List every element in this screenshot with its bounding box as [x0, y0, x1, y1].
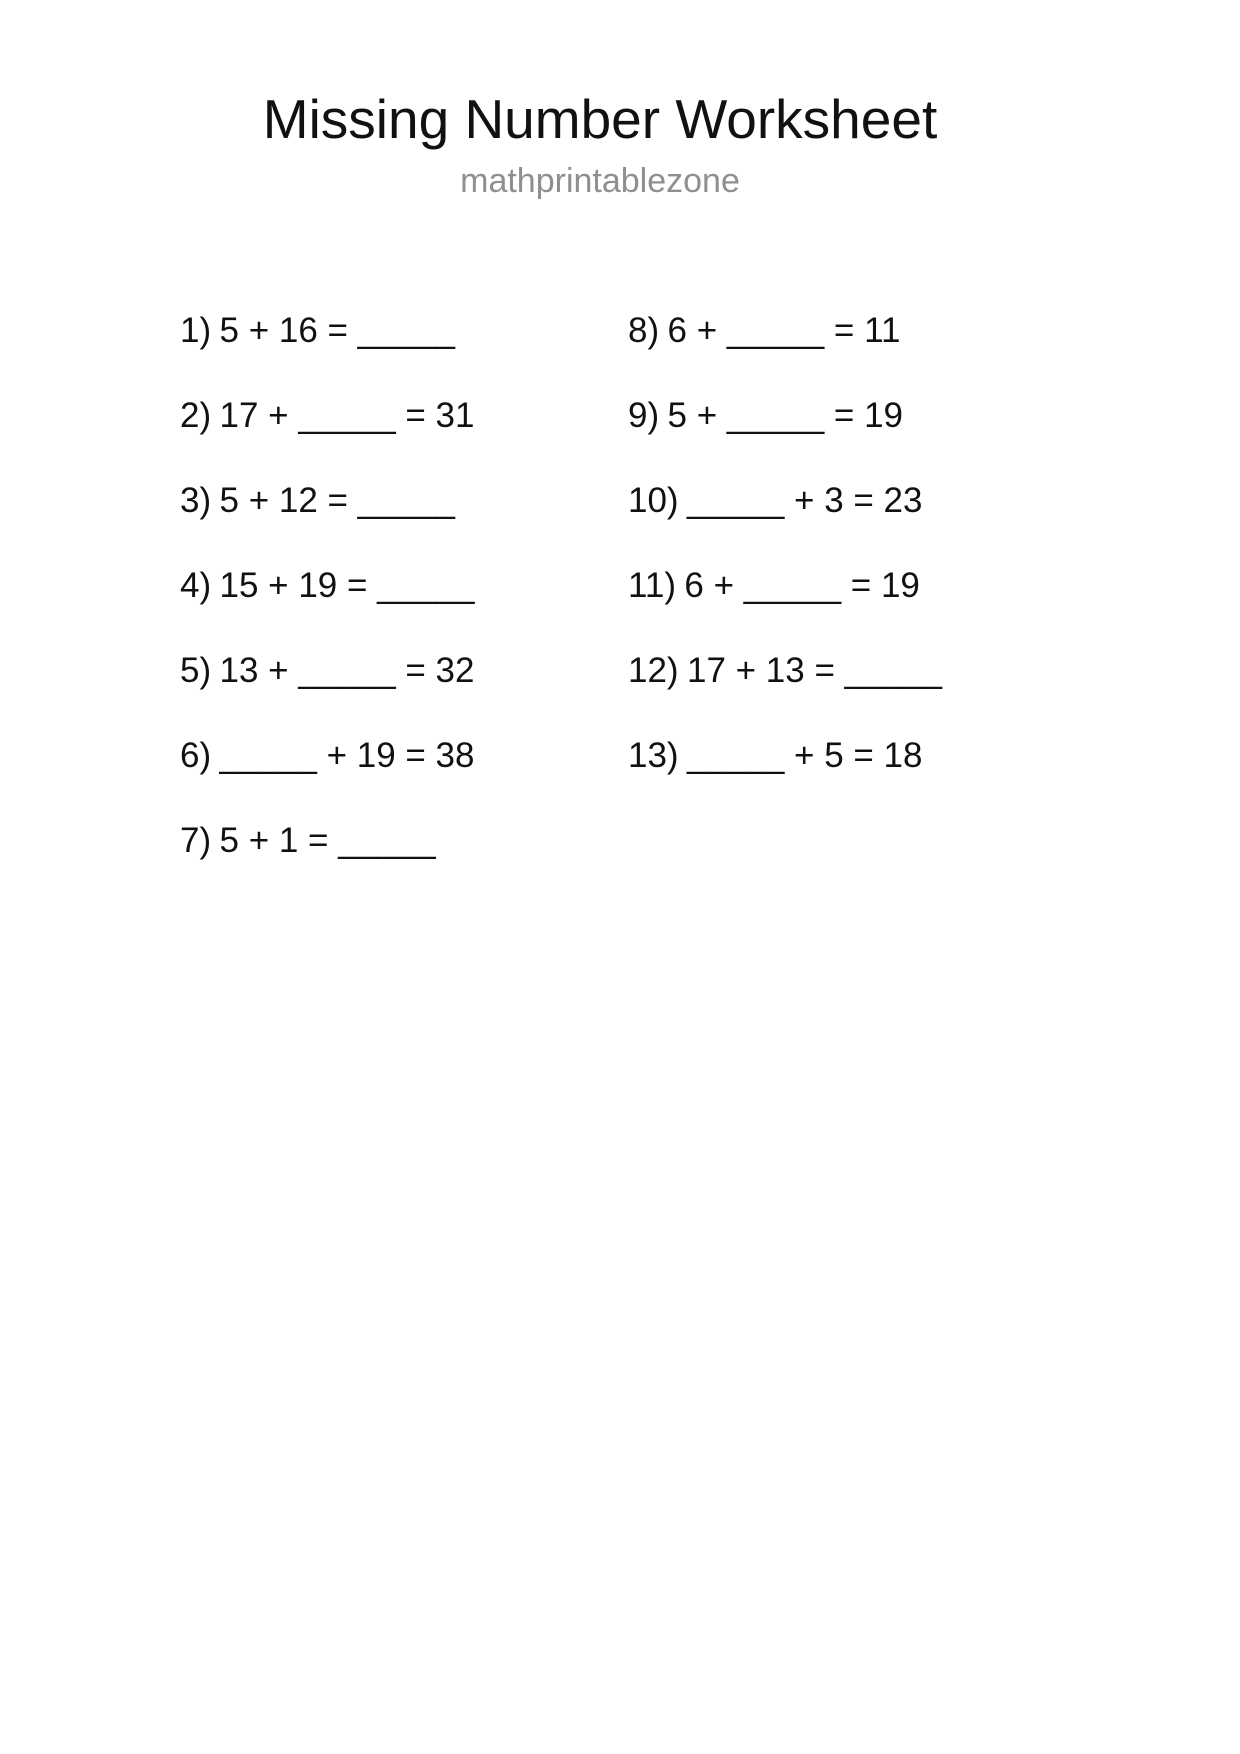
problem-equation: _____ + 19 = 38: [219, 736, 475, 775]
problem-equation: 5 + 1 = _____: [219, 821, 436, 860]
problem-6: [180, 737, 474, 775]
problem-number: 5): [180, 651, 212, 690]
problem-number: 7): [180, 821, 212, 860]
problem-number: 1): [180, 311, 212, 350]
problem-equation: 17 + _____ = 31: [219, 396, 475, 435]
problem-equation: _____ + 5 = 18: [686, 736, 923, 775]
worksheet-header: [0, 88, 1200, 200]
problem-equation: 13 + _____ = 32: [219, 651, 475, 690]
problem-9: [628, 397, 942, 435]
problem-12: [628, 652, 942, 690]
problem-number: 4): [180, 566, 212, 605]
problem-number: 12): [628, 651, 679, 690]
problem-equation: 6 + _____ = 19: [684, 566, 920, 605]
problem-number: 10): [628, 481, 679, 520]
problem-number: 9): [628, 396, 660, 435]
problem-8: [628, 312, 942, 350]
problem-11: [628, 567, 942, 605]
problem-number: 6): [180, 736, 212, 775]
problem-number: 8): [628, 311, 660, 350]
problem-equation: 15 + 19 = _____: [219, 566, 475, 605]
problem-1: [180, 312, 474, 350]
problems-column-right: [628, 312, 942, 822]
problem-number: 3): [180, 481, 212, 520]
problem-10: [628, 482, 942, 520]
problem-equation: 5 + 16 = _____: [219, 311, 456, 350]
problem-7: [180, 822, 474, 860]
problem-number: 2): [180, 396, 212, 435]
problem-number: 11): [628, 566, 676, 605]
problem-4: [180, 567, 474, 605]
problem-3: [180, 482, 474, 520]
problem-number: 13): [628, 736, 679, 775]
site-name: mathprintablezone: [460, 162, 740, 200]
problem-equation: 6 + _____ = 11: [667, 311, 901, 350]
problem-equation: 5 + 12 = _____: [219, 481, 456, 520]
problem-2: [180, 397, 474, 435]
problem-equation: 17 + 13 = _____: [686, 651, 942, 690]
problems-column-left: [180, 312, 474, 907]
problem-equation: 5 + _____ = 19: [667, 396, 904, 435]
problem-equation: _____ + 3 = 23: [686, 481, 923, 520]
problem-5: [180, 652, 474, 690]
worksheet-title: Missing Number Worksheet: [262, 88, 938, 150]
problem-13: [628, 737, 942, 775]
